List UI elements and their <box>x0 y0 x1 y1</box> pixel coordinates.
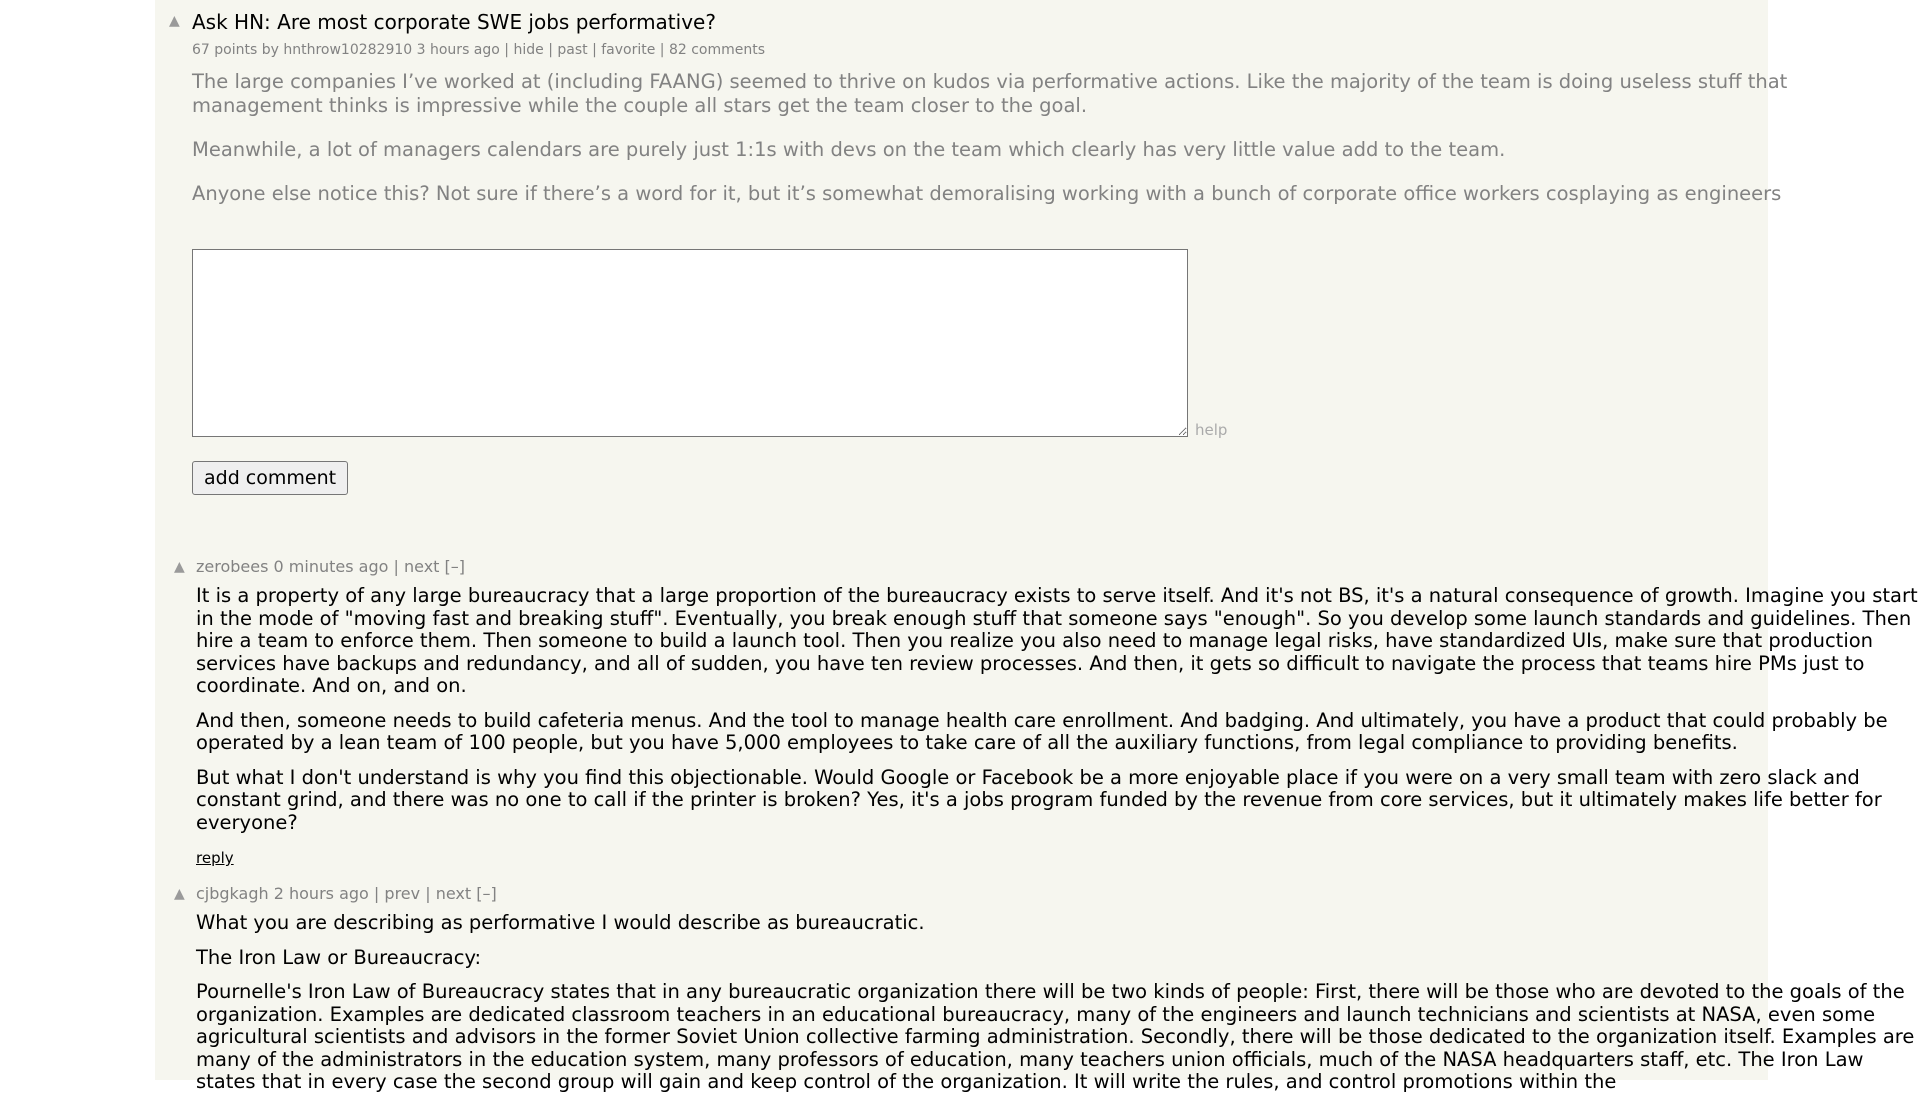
comment-next-link[interactable]: next <box>403 557 440 576</box>
comment-paragraph: The Iron Law or Bureaucracy: <box>196 945 482 969</box>
separator: | <box>504 42 510 58</box>
story-by-label: by <box>261 42 279 58</box>
help-link[interactable]: help <box>1195 421 1228 439</box>
hide-link[interactable]: hide <box>513 42 544 58</box>
comment-textarea[interactable] <box>192 249 1188 437</box>
reply-link[interactable]: reply <box>196 849 234 867</box>
comment-paragraph: Pournelle's Iron Law of Bureaucracy states that in any bureaucratic organization there will be two kinds of people: First, there will be those who are devoted to the goals of the organization. Examples are dedicated classroom teachers in an educational bureaucracy, many of the engineers and launch technicians and scientists at NASA, even some agricultural scientists and advisors in the former Soviet Union collective farming administration. Secondly, there will be those dedicated to the organization itself. Examples are many of the administrators in the education system, many professors of education, many teachers union officials, much of the NASA headquarters staff, etc. The Iron Law states that in every case the second group will gain and keep control of the organization. It will write the rules, and control promotions within the <box>196 980 1915 1093</box>
story-paragraph: Anyone else notice this? Not sure if there’s a word for it, but it’s somewhat demoralising working with a bunch of corporate office workers cosplaying as engineers <box>192 182 1782 205</box>
story-age-link[interactable]: 3 hours ago <box>416 42 500 58</box>
comment-upvote-arrow-icon[interactable]: ▲ <box>174 559 185 575</box>
comment-header <box>196 557 465 576</box>
story-title[interactable]: Ask HN: Are most corporate SWE jobs performative? <box>192 10 716 34</box>
story-upvote-arrow-icon[interactable]: ▲ <box>169 13 180 29</box>
separator: | <box>393 557 399 576</box>
comment-paragraph: It is a property of any large bureaucracy that a large proportion of the bureaucracy exists to serve itself. And it's not BS, it's a natural consequence of growth. Imagine you start in the mode of "moving fast and breaking stuff". Eventually, you break enough stuff that someone says "enough". So you develop some launch standards and guidelines. Then hire a team to enforce them. Then someone to build a launch tool. Then you realize you also need to manage legal risks, have standardized UIs, make sure that production services have backups and redundancy, and all of sudden, you have ten review processes. And then, it gets so difficult to navigate the process that teams hire PMs just to coordinate. And on, and on. <box>196 584 1918 697</box>
comment-paragraph: What you are describing as performative I would describe as bureaucratic. <box>196 911 925 934</box>
separator: | <box>373 884 380 903</box>
comment-age-link[interactable]: 0 minutes ago <box>273 557 389 576</box>
comment-upvote-arrow-icon[interactable]: ▲ <box>174 886 185 902</box>
comment-paragraph: And then, someone needs to build cafeteria menus. And the tool to manage health care enrollment. And badging. And ultimately, you have a product that could probably be operated by a lean team of 100 people, but you have 5,000 employees to take care of all the auxiliary functions, from legal compliance to providing benefits. <box>196 708 1888 754</box>
comment-collapse-toggle[interactable]: [–] <box>444 557 466 576</box>
story-subtext <box>192 42 765 58</box>
story-text <box>192 70 1912 226</box>
comment-next-link[interactable]: next <box>435 884 472 903</box>
page-container <box>155 0 1918 1093</box>
separator: | <box>548 42 553 58</box>
comment-age-link[interactable]: 2 hours ago <box>273 884 369 903</box>
comments-count-link[interactable]: 82 comments <box>668 42 766 58</box>
comment-text <box>196 912 1921 1106</box>
comment-collapse-toggle[interactable]: [–] <box>476 884 497 903</box>
comment-paragraph: But what I don't understand is why you find this objectionable. Would Google or Facebook be a more enjoyable place if you were on a very small team with zero slack and constant grind, and there was no one to call if the printer is broken? Yes, it's a jobs program funded by the revenue from core services, but it ultimately makes life better for everyone? <box>196 765 1882 834</box>
past-link[interactable]: past <box>557 42 588 58</box>
story-paragraph: The large companies I’ve worked at (including FAANG) seemed to thrive on kudos via performative actions. Like the majority of the team is doing useless stuff that management thinks is impressive while the couple all stars get the team closer to the goal. <box>192 70 1788 117</box>
story-user-link[interactable]: hnthrow10282910 <box>283 42 413 58</box>
comment-text <box>196 585 1921 870</box>
story-points: 67 points <box>192 42 258 58</box>
comment-header <box>196 884 497 903</box>
story-paragraph: Meanwhile, a lot of managers calendars are purely just 1:1s with devs on the team which clearly has very little value add to the team. <box>192 138 1506 161</box>
separator: | <box>659 42 665 58</box>
comment-user-link[interactable]: zerobees <box>196 557 269 576</box>
separator: | <box>592 42 597 58</box>
comment-user-link[interactable]: cjbgkagh <box>196 884 269 903</box>
add-comment-button[interactable]: add comment <box>192 461 348 495</box>
separator: | <box>425 884 431 903</box>
favorite-link[interactable]: favorite <box>601 42 656 58</box>
comment-prev-link[interactable]: prev <box>384 884 421 903</box>
